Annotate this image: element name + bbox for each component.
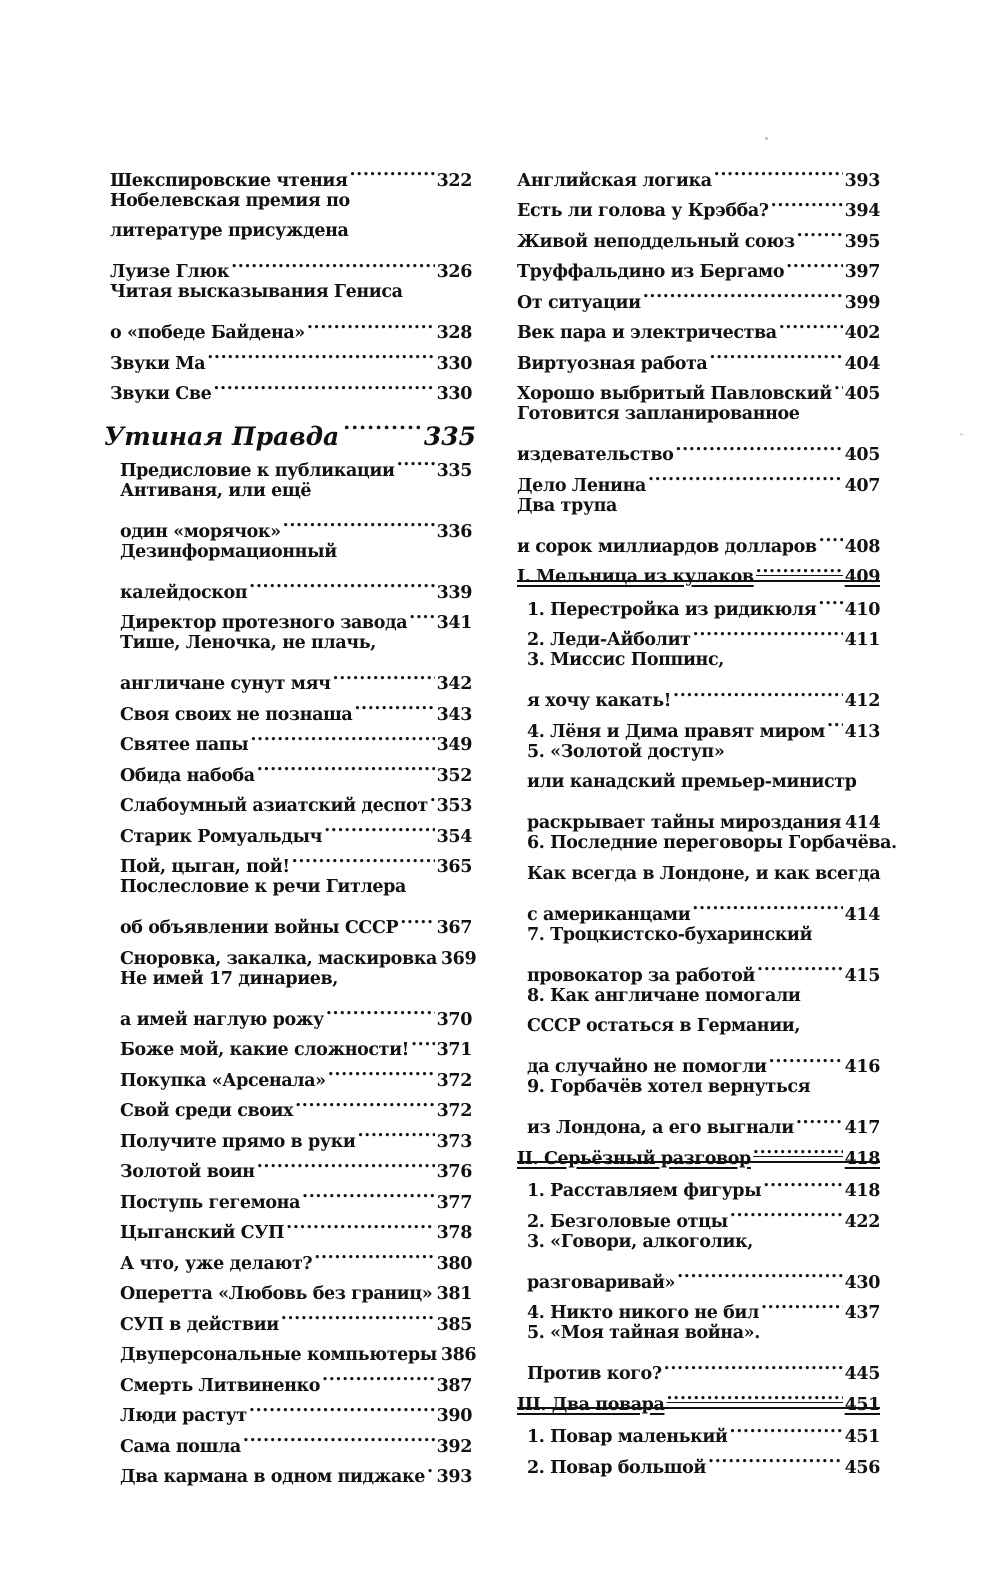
part-items bbox=[517, 1412, 880, 1478]
page-number: 394 bbox=[844, 201, 880, 221]
part-title: III. Два повара bbox=[517, 1394, 665, 1415]
page-number: 335 bbox=[436, 460, 472, 481]
toc-entry: провокатор за работой ..... 415 bbox=[527, 950, 880, 981]
toc-entry-line: 8. Как англичане помогали bbox=[527, 985, 801, 1006]
page-number: 352 bbox=[436, 765, 472, 786]
toc-entry: 1. Расставляем фигуры ..... 418 bbox=[527, 1166, 880, 1197]
part-items bbox=[517, 584, 897, 1138]
leader-dots bbox=[677, 1257, 843, 1288]
page-number: 451 bbox=[844, 1394, 880, 1415]
leader-dots bbox=[409, 598, 434, 629]
part-title: II. Серьёзный разговор bbox=[517, 1148, 751, 1169]
toc-entry: один «морячок» ..... 336 bbox=[120, 506, 472, 537]
page-number: 430 bbox=[844, 1272, 880, 1293]
leader-dots bbox=[283, 506, 435, 537]
toc-entry: Сноровка, закалка, маскировка 369 bbox=[120, 933, 472, 964]
page-number: 414 bbox=[844, 904, 880, 925]
page-number: 413 bbox=[844, 721, 880, 742]
leader-dots bbox=[673, 676, 843, 707]
toc-entry-line: Дезинформационный bbox=[120, 541, 337, 562]
page-number: 322 bbox=[436, 170, 472, 191]
leader-dots bbox=[796, 1103, 843, 1134]
leader-dots bbox=[730, 1196, 843, 1227]
page-number: 415 bbox=[844, 965, 880, 986]
leader-dots bbox=[708, 1442, 843, 1473]
toc-entry-line: СССР остаться в Германии, bbox=[527, 1016, 801, 1036]
page-number: 330 bbox=[436, 384, 472, 404]
page-number: 353 bbox=[436, 796, 472, 816]
toc-entry: 2. Повар большой ..... 456 bbox=[527, 1442, 880, 1473]
page-number: 386 bbox=[440, 1345, 477, 1365]
toc-entry-line: 7. Троцкистско-бухаринский bbox=[527, 924, 813, 945]
toc-entry: 4. Никто никого не бил ..... 437 bbox=[527, 1288, 880, 1319]
page-number: 399 bbox=[844, 292, 880, 313]
leader-dots bbox=[771, 186, 843, 217]
leader-dots bbox=[349, 155, 434, 186]
toc-entry: Цыганский СУП ..... 378 bbox=[120, 1208, 472, 1239]
toc-entry: а имей наглую рожу ..... 370 bbox=[120, 994, 472, 1025]
leader-dots bbox=[397, 445, 435, 476]
leader-dots bbox=[714, 155, 843, 186]
leader-dots bbox=[666, 1379, 842, 1410]
toc-entry: Хорошо выбритый Павловский ..... 405 bbox=[517, 369, 880, 400]
page-number: 437 bbox=[844, 1303, 880, 1323]
page-number: 451 bbox=[844, 1427, 880, 1447]
toc-left-column bbox=[104, 155, 477, 1487]
toc-entry: Английская логика ..... 393 bbox=[517, 155, 880, 186]
page-number: 326 bbox=[436, 262, 472, 282]
toc-entry: Луизе Глюк ..... 326 bbox=[110, 247, 472, 278]
toc-entry: Звуки Све ..... 330 bbox=[110, 369, 472, 400]
toc-entry: Покупка «Арсенала» ..... 372 bbox=[120, 1055, 472, 1086]
page-number: 377 bbox=[436, 1192, 472, 1213]
toc-entry: Свой среди своих ..... 372 bbox=[120, 1086, 472, 1117]
page-number: 365 bbox=[436, 857, 472, 877]
leader-dots bbox=[769, 1042, 843, 1073]
page-number: 381 bbox=[436, 1284, 472, 1304]
page-number: 410 bbox=[844, 599, 880, 620]
leader-dots bbox=[326, 994, 435, 1025]
page-number: 393 bbox=[844, 170, 880, 191]
toc-entry-line: Читая высказывания Гениса bbox=[110, 282, 403, 302]
leader-dots bbox=[430, 781, 435, 812]
toc-entry-line: 9. Горбачёв хотел вернуться bbox=[527, 1077, 811, 1097]
page-number: 380 bbox=[436, 1253, 472, 1274]
toc-entry: Получите прямо в руки ..... 373 bbox=[120, 1116, 472, 1147]
toc-entry-line: Тише, Леночка, не плачь, bbox=[120, 633, 376, 653]
leader-dots bbox=[213, 369, 434, 400]
page-number: 411 bbox=[844, 630, 880, 650]
toc-entry: Живой неподдельный союз ..... 395 bbox=[517, 216, 880, 247]
toc-entry: Боже мой, какие сложности! ..... 371 bbox=[120, 1025, 472, 1056]
leader-dots bbox=[756, 552, 843, 583]
leader-dots bbox=[400, 903, 434, 934]
page-number: 414 bbox=[845, 813, 881, 833]
toc-entry: Директор протезного завода ..... 341 bbox=[120, 598, 472, 629]
toc-entry-line: или канадский премьер-министр bbox=[527, 772, 857, 792]
leader-dots bbox=[281, 1299, 435, 1330]
part-title: I. Мельница из кулаков bbox=[517, 567, 754, 587]
page-number: 405 bbox=[844, 445, 880, 465]
leader-dots bbox=[827, 706, 843, 737]
leader-dots bbox=[354, 689, 434, 720]
leader-dots bbox=[257, 750, 435, 781]
leader-dots bbox=[730, 1412, 843, 1443]
page-number: 409 bbox=[844, 567, 880, 587]
page-number: 385 bbox=[436, 1314, 472, 1335]
leader-dots bbox=[302, 1177, 435, 1208]
toc-entry: из Лондона, а его выгнали ..... 417 bbox=[527, 1103, 880, 1134]
page-number: 349 bbox=[436, 735, 472, 755]
toc-entry: Сама пошла ..... 392 bbox=[120, 1421, 472, 1452]
leader-dots bbox=[249, 1391, 435, 1422]
toc-entry: Труффальдино из Бергамо ..... 397 bbox=[517, 247, 880, 278]
toc-right-column bbox=[517, 155, 897, 1478]
toc-entry-line: Послесловие к речи Гитлера bbox=[120, 877, 406, 897]
page-number: 422 bbox=[844, 1211, 880, 1232]
leader-dots bbox=[693, 615, 843, 646]
toc-entry: об объявлении войны СССР ..... 367 bbox=[120, 903, 472, 934]
toc-entry: о «победе Байдена» ..... 328 bbox=[110, 308, 472, 339]
leader-dots bbox=[322, 1360, 435, 1391]
toc-entry-line: Не имей 17 динариев, bbox=[120, 968, 338, 989]
page-number: 390 bbox=[436, 1406, 472, 1426]
leader-dots bbox=[250, 720, 434, 751]
leader-dots bbox=[675, 430, 842, 461]
page-number: 392 bbox=[436, 1436, 472, 1457]
toc-entry: Люди растут ..... 390 bbox=[120, 1391, 472, 1422]
toc-entry: 1. Повар маленький ..... 451 bbox=[527, 1412, 880, 1443]
page-number: 367 bbox=[436, 918, 472, 938]
toc-entry: и сорок миллиардов долларов ..... 408 bbox=[517, 521, 880, 552]
leader-dots bbox=[286, 1208, 435, 1239]
leader-dots bbox=[243, 1421, 435, 1452]
page-number: 343 bbox=[436, 704, 472, 725]
page-number: 341 bbox=[436, 613, 472, 633]
leader-dots bbox=[295, 1086, 435, 1117]
page-number: 417 bbox=[844, 1118, 880, 1138]
leader-dots bbox=[643, 277, 843, 308]
toc-entry: Смерть Литвиненко ..... 387 bbox=[120, 1360, 472, 1391]
toc-entry: Старик Ромуальдыч ..... 354 bbox=[120, 811, 472, 842]
toc-entry: А что, уже делают? ..... 380 bbox=[120, 1238, 472, 1269]
toc-entry-line: Готовится запланированное bbox=[517, 404, 800, 424]
toc-entry-line: Как всегда в Лондоне, и как всегда bbox=[527, 863, 881, 884]
toc-entry-line: 5. «Моя тайная война». bbox=[527, 1323, 760, 1343]
page-number: 369 bbox=[440, 948, 477, 969]
page-number: 342 bbox=[436, 674, 472, 694]
toc-entry: Век пара и электричества ..... 402 bbox=[517, 308, 880, 339]
toc-entry: Обида набоба ..... 352 bbox=[120, 750, 472, 781]
toc-entry: Своя своих не познаша ..... 343 bbox=[120, 689, 472, 720]
page-number: 395 bbox=[844, 231, 880, 252]
leader-dots bbox=[797, 216, 843, 247]
toc-entry: Оперетта «Любовь без границ» ..... 381 bbox=[120, 1269, 472, 1300]
leader-dots bbox=[307, 308, 435, 339]
page-number: 418 bbox=[844, 1148, 880, 1169]
page-number: 407 bbox=[844, 475, 880, 496]
leader-dots bbox=[411, 1025, 435, 1056]
page-number: 372 bbox=[436, 1070, 472, 1091]
leader-dots bbox=[249, 567, 435, 598]
page-number: 330 bbox=[436, 353, 472, 374]
part-items bbox=[517, 1166, 880, 1384]
leader-dots bbox=[292, 842, 435, 873]
toc-entry: калейдоскоп ..... 339 bbox=[120, 567, 472, 598]
page-number: 412 bbox=[844, 691, 880, 711]
leader-dots bbox=[648, 460, 843, 491]
page-number: 393 bbox=[436, 1467, 472, 1487]
paper-speck bbox=[765, 137, 768, 140]
section-entries bbox=[110, 445, 477, 1487]
toc-entry: Двуперсональные компьютеры 386 bbox=[120, 1330, 472, 1361]
leader-dots bbox=[763, 1166, 842, 1197]
leader-dots bbox=[427, 1452, 435, 1483]
toc-entry: 2. Безголовые отцы ..... 422 bbox=[527, 1196, 880, 1227]
page-number: 408 bbox=[844, 536, 880, 557]
toc-entry: Слабоумный азиатский деспот ..... 353 bbox=[120, 781, 472, 812]
leader-dots bbox=[357, 1116, 434, 1147]
toc-entry: Два кармана в одном пиджаке ..... 393 bbox=[120, 1452, 472, 1483]
toc-entry: СУП в действии ..... 385 bbox=[120, 1299, 472, 1330]
section-title: Утиная Правда bbox=[104, 422, 340, 451]
toc-entry: Шекспировские чтения ..... 322 bbox=[110, 155, 472, 186]
page-number: 354 bbox=[436, 826, 472, 847]
page-number: 405 bbox=[844, 384, 880, 404]
leader-dots bbox=[834, 369, 843, 400]
page-number: 328 bbox=[436, 323, 472, 343]
leader-dots bbox=[664, 1349, 843, 1380]
toc-entry: англичане сунут мяч ..... 342 bbox=[120, 659, 472, 690]
page-number: 376 bbox=[436, 1162, 472, 1182]
leader-dots bbox=[818, 584, 842, 615]
toc-entry-line: 6. Последние переговоры Горбачёва. bbox=[527, 833, 897, 853]
page-number: 335 bbox=[423, 422, 476, 451]
toc-entry: Дело Ленина ..... 407 bbox=[517, 460, 880, 491]
leader-dots bbox=[333, 659, 435, 690]
toc-entry: Предисловие к публикации ..... 335 bbox=[120, 445, 472, 476]
toc-entry-line: 3. Миссис Поппинс, bbox=[527, 650, 724, 670]
leader-dots bbox=[324, 811, 435, 842]
page-number: 336 bbox=[436, 521, 472, 542]
paper-speck bbox=[960, 433, 963, 436]
leader-dots bbox=[692, 889, 842, 920]
page-number: 387 bbox=[436, 1375, 472, 1396]
toc-entry-line: Два трупа bbox=[517, 495, 617, 516]
leader-dots bbox=[207, 338, 434, 369]
page-number: 456 bbox=[844, 1457, 880, 1478]
leader-dots bbox=[779, 308, 843, 339]
leader-dots bbox=[343, 399, 420, 445]
leader-dots bbox=[753, 1133, 843, 1164]
toc-entry: раскрывает тайны мироздания 414 bbox=[527, 798, 880, 829]
page-number: 378 bbox=[436, 1223, 472, 1243]
leader-dots bbox=[709, 338, 842, 369]
toc-entry-line: литературе присуждена bbox=[110, 221, 349, 241]
page-number: 416 bbox=[844, 1057, 880, 1077]
leader-dots bbox=[761, 1288, 843, 1319]
leader-dots bbox=[231, 247, 435, 278]
toc-entry-line: 3. «Говори, алкоголик, bbox=[527, 1231, 753, 1252]
toc-entry: 2. Леди-Айболит ..... 411 bbox=[527, 615, 880, 646]
toc-entry: Пой, цыган, пой! ..... 365 bbox=[120, 842, 472, 873]
page-number: 404 bbox=[844, 353, 880, 374]
leader-dots bbox=[786, 247, 843, 278]
page-number: 371 bbox=[436, 1040, 472, 1060]
toc-entry-line: Нобелевская премия по bbox=[110, 190, 350, 211]
leader-dots bbox=[328, 1055, 435, 1086]
page-number: 418 bbox=[844, 1181, 880, 1201]
leader-dots bbox=[819, 521, 843, 552]
toc-entry: Виртуозная работа ..... 404 bbox=[517, 338, 880, 369]
toc-entry: Золотой воин ..... 376 bbox=[120, 1147, 472, 1178]
toc-entry: Против кого? ..... 445 bbox=[527, 1349, 880, 1380]
toc-entry: Святее папы ..... 349 bbox=[120, 720, 472, 751]
leader-dots bbox=[314, 1238, 434, 1269]
page-number: 397 bbox=[844, 262, 880, 282]
page-number: 402 bbox=[844, 323, 880, 343]
toc-entry: с американцами ..... 414 bbox=[527, 889, 880, 920]
toc-entry: издевательство ..... 405 bbox=[517, 430, 880, 461]
toc-entry: Поступь гегемона ..... 377 bbox=[120, 1177, 472, 1208]
toc-entries-right bbox=[517, 155, 880, 557]
toc-entry: да случайно не помогли ..... 416 bbox=[527, 1042, 880, 1073]
toc-entry: От ситуации ..... 399 bbox=[517, 277, 880, 308]
page-number: 370 bbox=[436, 1009, 472, 1030]
toc-entry: разговаривай» ..... 430 bbox=[527, 1257, 880, 1288]
leader-dots bbox=[757, 950, 843, 981]
toc-entries-top bbox=[110, 155, 472, 404]
toc-entry: 1. Перестройка из ридикюля ..... 410 bbox=[527, 584, 880, 615]
page-number: 373 bbox=[436, 1131, 472, 1152]
page-number: 445 bbox=[844, 1364, 880, 1384]
toc-entry: 4. Лёня и Дима правят миром ..... 413 bbox=[527, 706, 880, 737]
toc-entry: Есть ли голова у Крэбба? ..... 394 bbox=[517, 186, 880, 217]
toc-entry-line: 5. «Золотой доступ» bbox=[527, 741, 725, 762]
toc-entry: Звуки Ма ..... 330 bbox=[110, 338, 472, 369]
page-number: 372 bbox=[436, 1101, 472, 1121]
toc-entry: я хочу какать! ..... 412 bbox=[527, 676, 880, 707]
page-number: 339 bbox=[436, 582, 472, 603]
toc-entry-line: Антиваня, или ещё bbox=[120, 480, 312, 501]
leader-dots bbox=[257, 1147, 435, 1178]
